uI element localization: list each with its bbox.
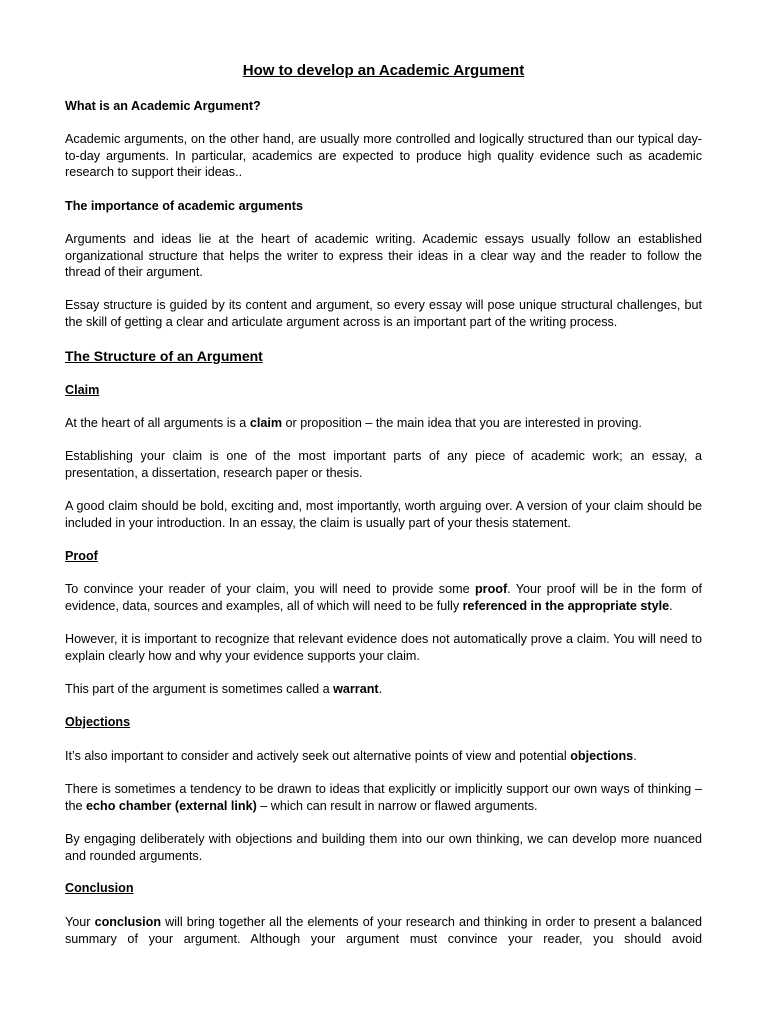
paragraph-conclusion: Your conclusion will bring together all the elements of your research and thinking in order to present a balanced summary of your argument. Although your argument must convince your reader, you should avoid [65,915,702,946]
heading-claim: Claim [65,383,100,397]
paragraph-convince-reader: To convince your reader of your claim, you will need to provide some proof. Your proof will be in the form of evidence, data, sources and examples, all of which will need to be fully referenced in the appropriate style. [65,582,702,613]
heading-proof: Proof [65,549,98,563]
heading-conclusion: Conclusion [65,881,134,895]
paragraph-good-claim: A good claim should be bold, exciting and, most importantly, worth arguing over. A version of your claim should be included in your introduction. In an essay, the claim is usually part of your thesis statement. [65,499,702,530]
paragraph-academic-arguments: Academic arguments, on the other hand, are usually more controlled and logically structured than our typical day-to-day arguments. In particular, academics are expected to produce high quality evidence such as academic research to support their ideas.. [65,132,702,180]
heading-structure-of-argument: The Structure of an Argument [65,348,263,364]
paragraph-essay-structure: Essay structure is guided by its content and argument, so every essay will pose unique structural challenges, but the skill of getting a clear and articulate argument across is an important part of the writing process. [65,298,702,329]
paragraph-echo-chamber: There is sometimes a tendency to be drawn to ideas that explicitly or implicitly support our own ways of thinking – the echo chamber (external link) – which can result in narrow or flawed arguments. [65,782,702,813]
paragraph-engaging-objections: By engaging deliberately with objections and building them into our own thinking, we can develop more nuanced and rounded arguments. [65,832,702,863]
heading-objections: Objections [65,715,131,729]
document-title: How to develop an Academic Argument [242,62,525,79]
paragraph-relevant-evidence: However, it is important to recognize that relevant evidence does not automatically prove a claim. You will need to explain clearly how and why your evidence supports your claim. [65,632,702,663]
paragraph-warrant: This part of the argument is sometimes called a warrant. [65,682,383,696]
paragraph-arguments-ideas: Arguments and ideas lie at the heart of academic writing. Academic essays usually follow an established organizational structure that helps the writer to express their ideas in a clear way and the reader to follow the thread of their argument. [65,232,702,280]
paragraph-alternative-views: It’s also important to consider and actively seek out alternative points of view and potential objections. [65,749,637,763]
heading-importance: The importance of academic arguments [65,199,303,213]
heading-what-is-academic-argument: What is an Academic Argument? [65,99,261,113]
paragraph-claim-heart: At the heart of all arguments is a claim or proposition – the main idea that you are interested in proving. [65,416,642,430]
echo-chamber-link[interactable]: echo chamber (external link) [86,798,257,813]
paragraph-establishing-claim: Establishing your claim is one of the most important parts of any piece of academic work; an essay, a presentation, a dissertation, research paper or thesis. [65,449,702,480]
